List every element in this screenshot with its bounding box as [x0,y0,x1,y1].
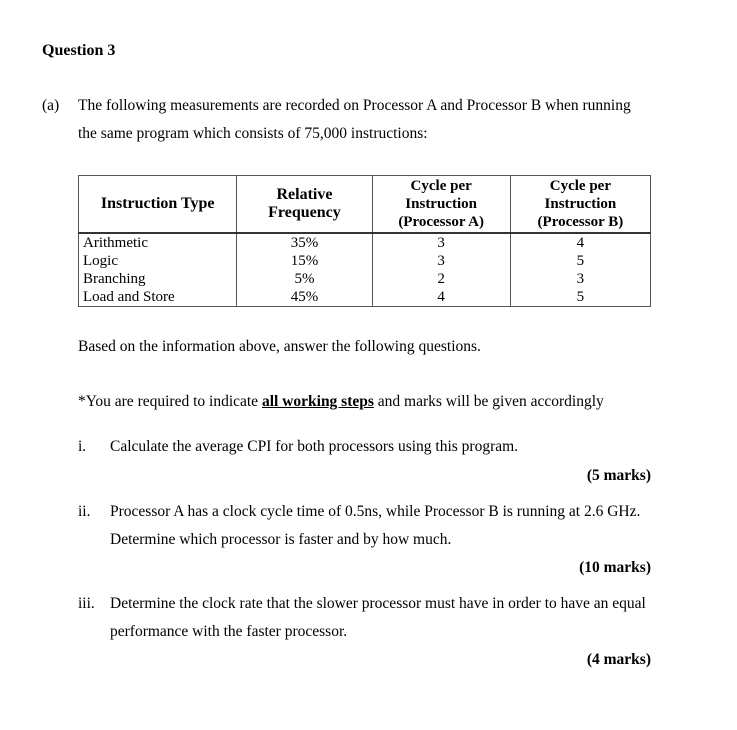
header-text: Relative [276,186,333,203]
header-text: Instruction [405,196,477,212]
header-text: (Processor A) [398,214,484,230]
header-text: (Processor B) [537,214,624,230]
subquestion-iii-number: iii. [78,595,95,612]
header-text: Cycle per [549,178,611,194]
table-cell: 3 [372,233,510,252]
table-cell: Branching [79,270,237,288]
table-cell: 4 [372,288,510,307]
table-cell: Arithmetic [79,233,237,252]
instruction-text: Based on the information above, answer the following questions. [78,338,481,355]
table-cell: 2 [372,270,510,288]
table-cell: 5% [237,270,372,288]
table-cell: Load and Store [79,288,237,307]
subquestion-iii-marks: (4 marks) [586,651,651,668]
table-cell: 3 [372,252,510,270]
table-cell: Logic [79,252,237,270]
measurements-table [78,175,651,307]
table-row [79,233,651,252]
subquestion-ii-text-line-1: Processor A has a clock cycle time of 0.5ns, while Processor B is running at 2.6 GHz. [110,503,641,520]
table-cell: 5 [510,288,650,307]
working-steps-note [78,393,604,411]
note-prefix: *You are required to indicate [78,393,262,410]
table-row [79,288,651,307]
header-text: Instruction Type [100,195,215,212]
subquestion-ii-text-line-2: Determine which processor is faster and by how much. [110,531,452,548]
subquestion-ii-number: ii. [78,503,91,520]
table-cell: 15% [237,252,372,270]
note-emphasis: all working steps [261,393,374,410]
table-cell: 3 [510,270,650,288]
table-cell: 4 [510,233,650,252]
table-header-row [79,176,651,234]
header-text: Frequency [268,204,341,221]
table-row [79,252,651,270]
subquestion-i-marks: (5 marks) [586,467,651,484]
subquestion-ii-marks: (10 marks) [579,559,651,576]
header-relative-frequency [237,176,372,234]
header-text: Cycle per [410,178,472,194]
intro-text-line-1: The following measurements are recorded on Processor A and Processor B when running [78,97,631,114]
table-cell: 45% [237,288,372,307]
question-title: Question 3 [42,42,116,59]
note-suffix: and marks will be given accordingly [373,393,604,410]
subquestion-iii-text-line-1: Determine the clock rate that the slower processor must have in order to have an equal [110,595,646,612]
table-cell: 35% [237,233,372,252]
table-row [79,270,651,288]
header-text: Instruction [544,196,617,212]
subquestion-i-number: i. [78,438,87,455]
header-cpi-processor-a [372,176,510,234]
subquestion-i-text: Calculate the average CPI for both processors using this program. [110,438,519,455]
part-label: (a) [42,97,60,114]
header-cpi-processor-b [510,176,650,234]
table-cell: 5 [510,252,650,270]
intro-text-line-2: the same program which consists of 75,000 instructions: [78,125,428,142]
header-instruction-type [79,176,237,234]
subquestion-iii-text-line-2: performance with the faster processor. [110,623,348,640]
